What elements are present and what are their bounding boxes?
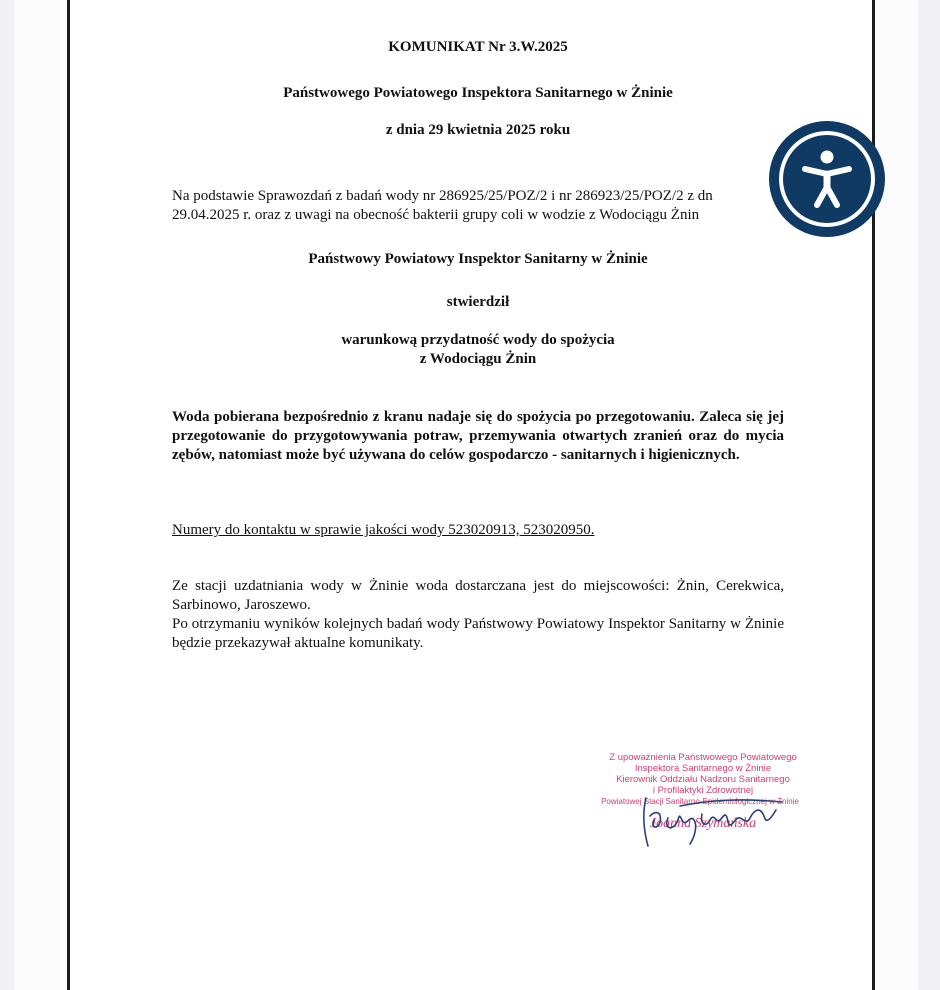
handwritten-signature [610,780,800,855]
stamp-line-2: Inspektora Sanitarnego w Żninie [634,763,772,774]
document-date: z dnia 29 kwietnia 2025 roku [385,122,571,138]
finding-line-1: warunkową przydatność wody do spożycia [341,332,615,348]
recommendation-paragraph: Woda pobierana bezpośrednio z kranu nadaje się do spożycia po przegotowaniu. Zaleca się jej przegotowanie do przygotowywania potraw, przemywania otwartych zranień oraz do mycia zębów, natomiast może być używana do celów gospodarczo - sanitarnych i higienicznych. [172,409,784,463]
accessibility-ring [779,131,875,227]
accessibility-button[interactable] [769,121,885,237]
accessibility-person-icon [797,147,857,211]
basis-line-1: Na podstawie Sprawozdań z badań wody nr 286925/25/POZ/2 i nr 286923/25/POZ/2 z dn [172,188,713,204]
finding-line-2: z Wodociągu Żnin [419,351,537,367]
stamp-line-3: Kierownik Oddziału Nadzoru Sanitarnego [616,774,790,785]
supply-paragraph: Ze stacji uzdatniania wody w Żninie woda dostarczana jest do miejscowości: Żnin, Cerekwica, Sarbinowo, Jaroszewo. [172,578,784,613]
document-issuer: Państwowego Powiatowego Inspektora Sanitarnego w Żninie [283,85,673,101]
stamp-line-5: Powiatowej Stacji Sanitarno-Epidemiologicznej w Żninie [601,797,799,806]
stamp-line-4: i Profilaktyki Zdrowotnej [652,785,754,796]
followup-paragraph: Po otrzymaniu wyników kolejnych badań wody Państwowy Powiatowy Inspektor Sanitarny w Żninie będzie przekazywał aktualne komunikaty. [172,616,784,651]
contact-line: Numery do kontaktu w sprawie jakości wody 523020913, 523020950. [172,522,595,538]
inspector-heading: Państwowy Powiatowy Inspektor Sanitarny w Żninie [308,251,648,267]
verb-heading: stwierdził [446,294,510,310]
stamp-line-1: Z upoważnienia Państwowego Powiatowego [609,752,797,763]
basis-line-2: 29.04.2025 r. oraz z uwagi na obecność bakterii grupy coli w wodzie z Wodociągu Żnin [172,207,700,223]
document-title: KOMUNIKAT Nr 3.W.2025 [388,39,568,55]
stamp-name: Joanna Szymańska [649,816,757,831]
